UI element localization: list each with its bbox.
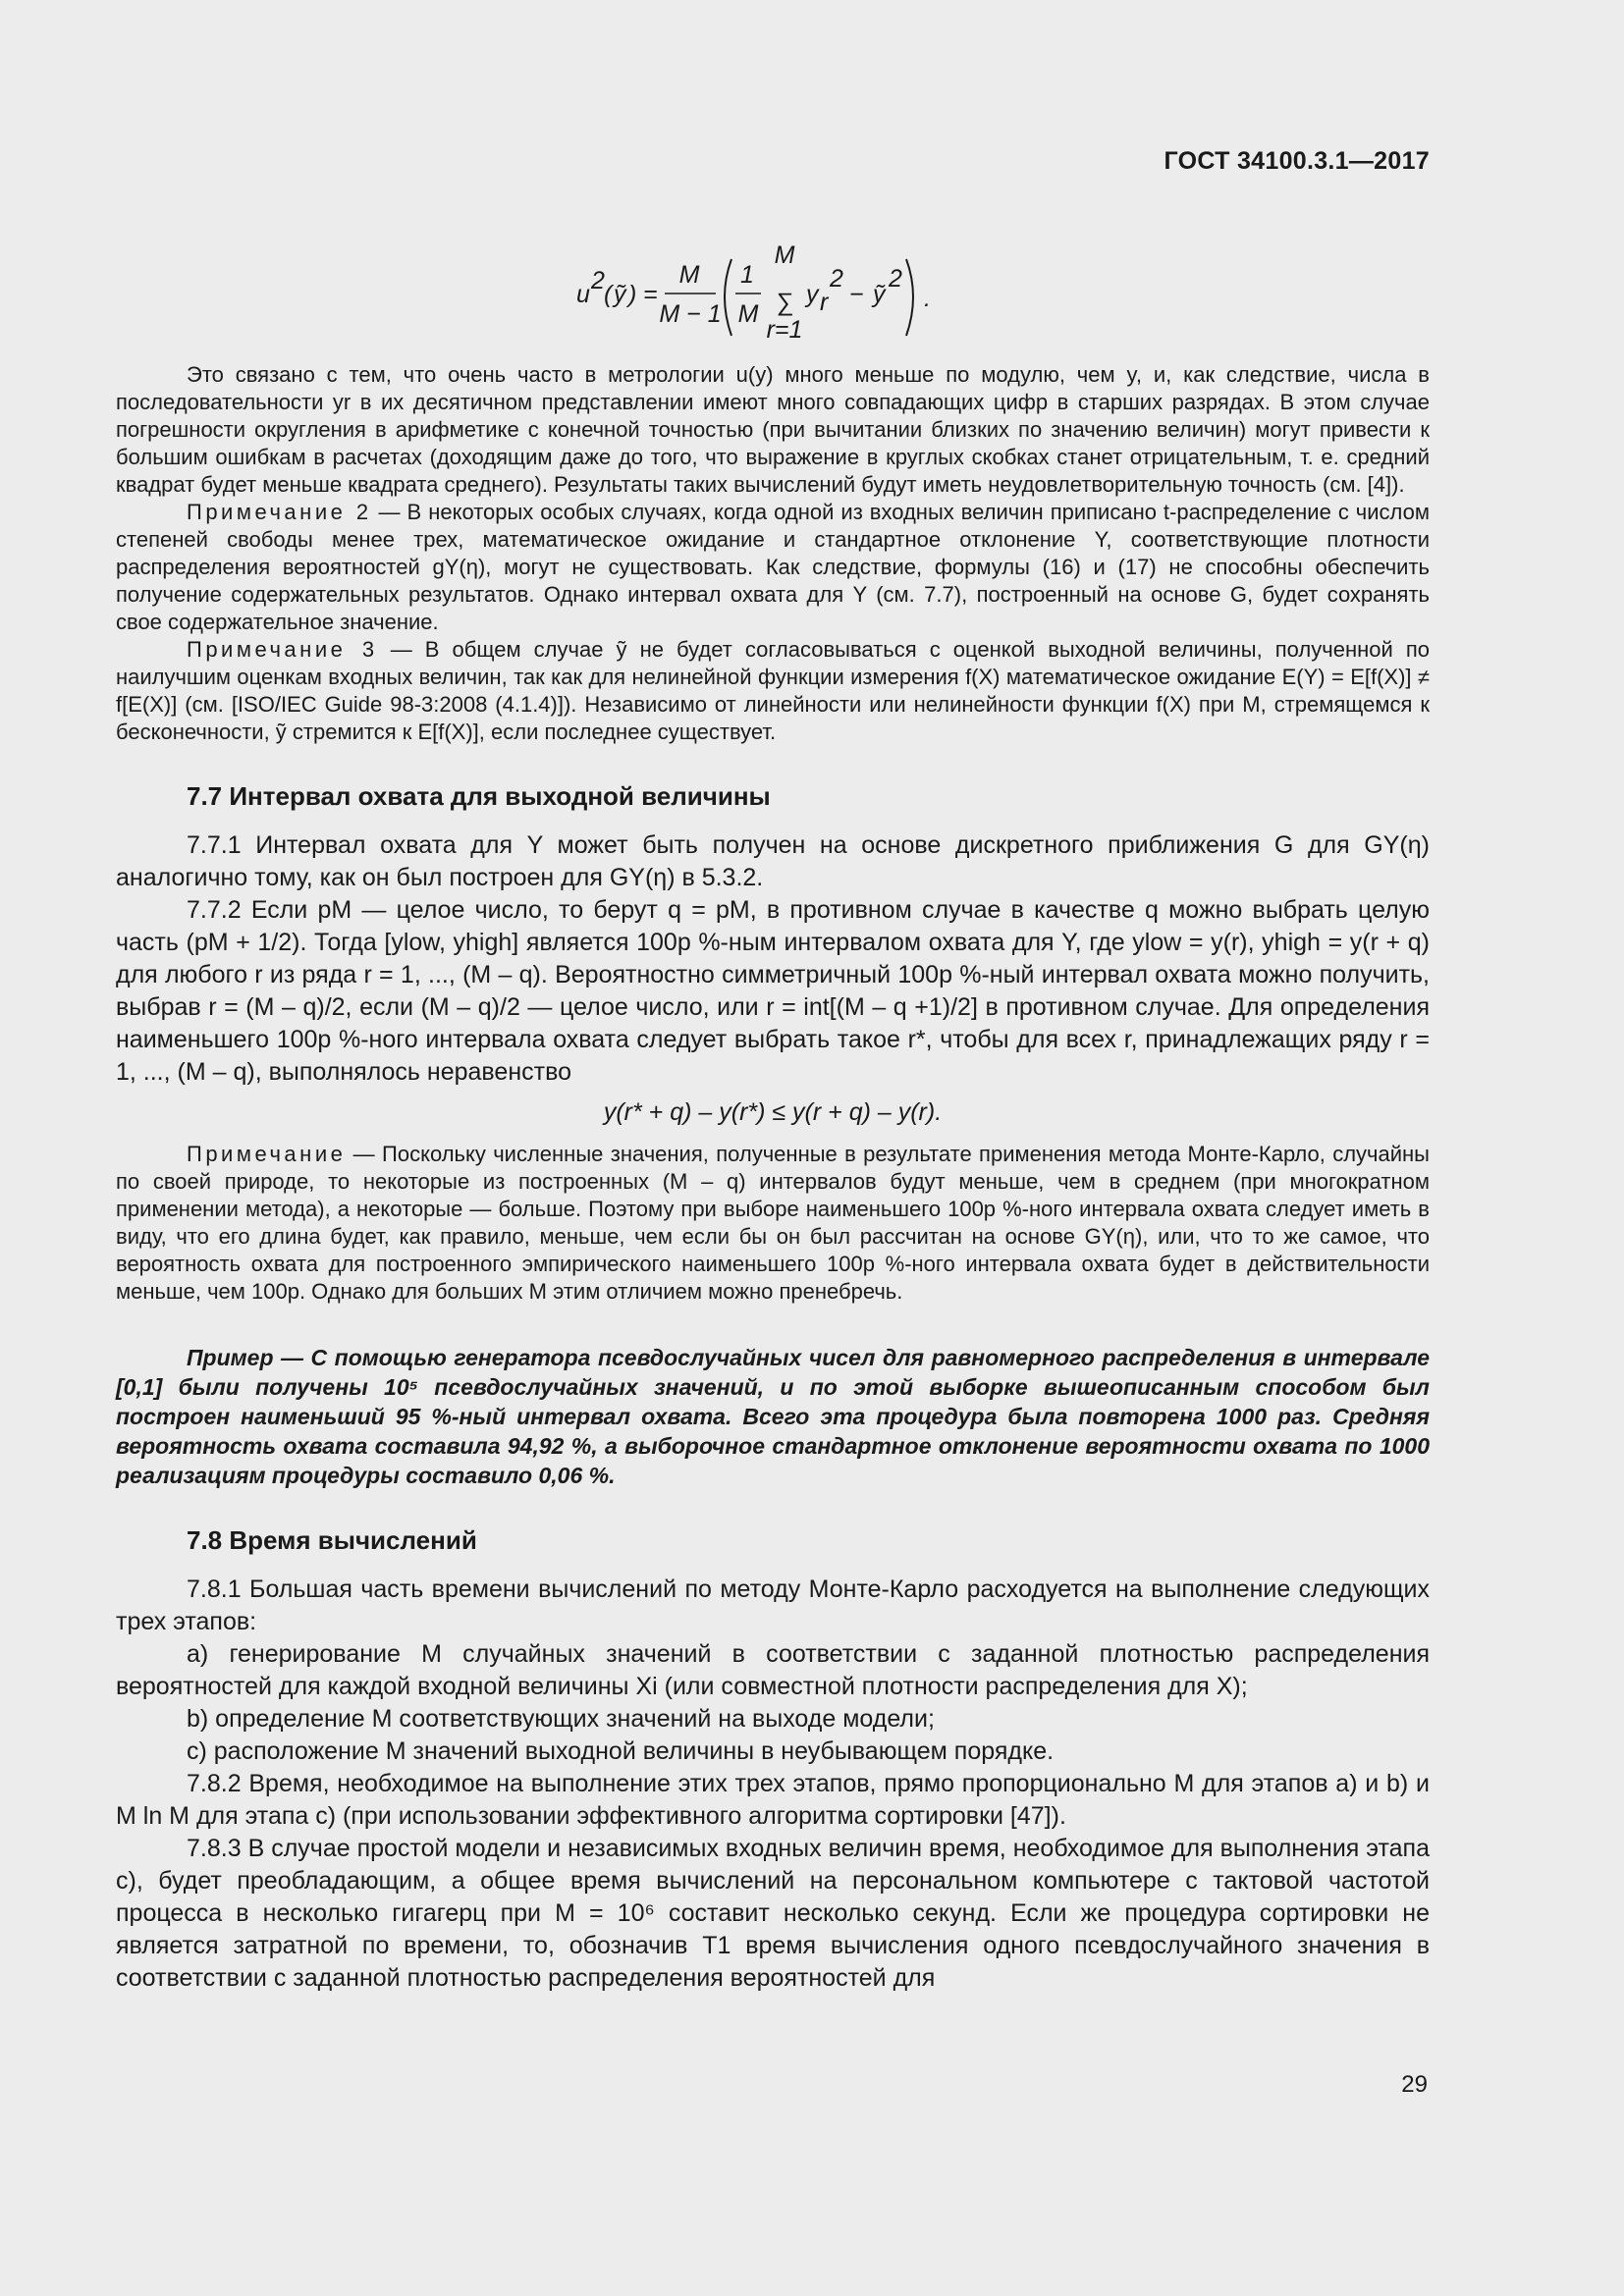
formula-eq: = <box>643 281 658 308</box>
paragraph-7-7-2: 7.7.2 Если pM — целое число, то берут q = pM, в противном случае в качестве q можно выбрать целую часть (pM + 1/2). Тогда [ylow, yhigh] является 100p %-ным интервалом охвата для Y, где ylow = y(r), yhigh = y(r + q) для любого r из ряда r = 1, ..., (M – q). Вероятностно симметричный 100p %-ный интервал охвата можно получить, выбрав r = (M – q)/2, если (M – q)/2 — целое число, или r = int[(M – q +1)/2] в противном случае. Для определения наименьшего 100p %-ного интервала охвата следует выбрать такое r*, чтобы для всех r, принадлежащих ряду r = 1, ..., (M – q), выполнялось неравенство <box>116 896 1430 1086</box>
formula-term-sub: r <box>820 289 829 316</box>
formula-term-y: y <box>806 281 819 308</box>
formula-inner-num: 1 <box>740 261 754 289</box>
formula-sum-top: M <box>774 241 795 269</box>
paragraph-rounding-errors: Это связано с тем, что очень часто в метрологии u(y) много меньше по модулю, чем y, и, как следствие, числа в последовательности yr в их десятичном представлении имеют много совпадающих цифр в старших разрядах. В этом случае погрешности округления в арифметике с конечной точностью (при вычитании близких по значению величин) могут привести к большим ошибкам в расчетах (доходящим даже до того, что выражение в круглых скобках станет отрицательным, т. е. средний квадрат будет меньше квадрата среднего). Результаты таких вычислений будут иметь неудовлетворительную точность (см. [4]). <box>116 362 1430 497</box>
formula-sum-bottom: r=1 <box>766 316 803 344</box>
paragraph-7-8-1: 7.8.1 Большая часть времени вычислений по методу Монте-Карло расходуется на выполнение следующих трех этапов: <box>116 1575 1430 1635</box>
formula-mean-y: ỹ <box>873 281 886 308</box>
formula-mean-sup: 2 <box>889 265 902 293</box>
note-7-7-text: — Поскольку численные значения, полученные в результате применения метода Монте-Карло, случайны по своей природе, то некоторые из построенных (M – q) интервалов будут меньше, чем в среднем (при многократном применении метода), а некоторые — больше. Поэтому при выборе наименьшего 100p %-ного интервала охвата следует иметь в виду, что его длина будет, как правило, меньше, чем если бы он был рассчитан на основе GY(η), или, что то же самое, что вероятность охвата для построенного эмпирического наименьшего 100p %-ного интервала охвата будет в действительности меньше, чем 100p. Однако для больших M этим отличием можно пренебречь. <box>116 1142 1430 1304</box>
formula-end: . <box>924 285 931 312</box>
formula-sum-sign: ∑ <box>776 289 793 316</box>
list-item-b: b) определение M соответствующих значений на выходе модели; <box>187 1705 935 1733</box>
formula-paren-close: ) <box>628 281 637 308</box>
page-content <box>116 228 1430 1995</box>
variance-formula-svg <box>567 241 979 349</box>
formula-arg: ỹ <box>614 281 626 308</box>
note-2 <box>116 499 1430 636</box>
list-item-c: c) расположение M значений выходной величины в неубывающем порядке. <box>187 1737 1055 1765</box>
section-heading-7-8: 7.8 Время вычислений <box>187 1525 477 1555</box>
variance-formula <box>116 241 1430 349</box>
formula-big-paren-left <box>725 259 731 336</box>
note-7-7 <box>116 1141 1430 1306</box>
note-7-7-label: Примечание <box>187 1142 347 1166</box>
note-3 <box>116 636 1430 746</box>
list-item-a: a) генерирование M случайных значений в соответствии с заданной плотностью распределения вероятностей для каждой входной величины Xi (или совместной плотности распределения для X); <box>116 1640 1430 1700</box>
note-3-label: Примечание 3 <box>187 637 378 662</box>
document-header: ГОСТ 34100.3.1—2017 <box>1164 147 1430 175</box>
formula-big-paren-right <box>906 259 913 336</box>
paragraph-7-8-3: 7.8.3 В случае простой модели и независимых входных величин время, необходимое для выполнения этапа c), будет преобладающим, а общее время вычислений на персональном компьютере с тактовой частотой процесса в несколько гигагерц при M = 10⁶ составит несколько секунд. Если же процедура сортировки не является затратной по времени, то, обозначив T1 время вычисления одного псевдослучайного значения в соответствии с заданной плотностью распределения вероятностей для <box>116 1835 1430 1992</box>
formula-paren-open: ( <box>604 281 613 308</box>
note-3-text: — В общем случае ỹ не будет согласовываться с оценкой выходной величины, полученной по наилучшим оценкам входных величин, так как для нелинейной функции измерения f(X) математическое ожидание E(Y) = E[f(X)] ≠ f[E(X)] (см. [ISO/IEC Guide 98-3:2008 (4.1.4)]). Независимо от линейности или нелинейности функции f(X) при M, стремящемся к бесконечности, ỹ стремится к E[f(X)], если последнее существует. <box>116 637 1431 744</box>
section-heading-7-7: 7.7 Интервал охвата для выходной величины <box>187 781 771 811</box>
formula-term-sup: 2 <box>830 265 843 293</box>
note-2-label: Примечание 2 <box>187 500 372 524</box>
formula-lhs: u <box>576 281 590 308</box>
formula-sup: 2 <box>591 267 605 294</box>
inequality-formula: y(r* + q) – y(r*) ≤ y(r + q) – y(r). <box>603 1098 943 1126</box>
paragraph-7-8-2: 7.8.2 Время, необходимое на выполнение этих трех этапов, прямо пропорционально M для этапов a) и b) и M ln M для этапа c) (при использовании эффективного алгоритма сортировки [47]). <box>116 1770 1430 1830</box>
formula-frac-num: M <box>678 261 700 289</box>
formula-inner-den: M <box>737 300 759 328</box>
example-paragraph: Пример — С помощью генератора псевдослучайных чисел для равномерного распределения в интервале [0,1] были получены 10⁵ псевдослучайных значений, и по этой выборке вышеописанным способом был построен наименьший 95 %-ный интервал охвата. Всего эта процедура была повторена 1000 раз. Средняя вероятность охвата составила 94,92 %, а выборочное стандартное отклонение вероятности охвата по 1000 реализациям процедуры составило 0,06 %. <box>116 1345 1430 1488</box>
note-2-text: — В некоторых особых случаях, когда одной из входных величин приписано t-распределение с числом степеней свободы менее трех, математическое ожидание и стандартное отклонение Y, соответствующие плотности распределения вероятностей gY(η), могут не существовать. Как следствие, формулы (16) и (17) не способны обеспечить получение содержательных результатов. Однако интервал охвата для Y (см. 7.7), построенный на основе G, будет сохранять свое содержательное значение. <box>116 500 1430 634</box>
paragraph-7-7-1: 7.7.1 Интервал охвата для Y может быть получен на основе дискретного приближения G для GY(η) аналогично тому, как он был построен для GY(η) в 5.3.2. <box>116 831 1430 891</box>
formula-frac-den: M − 1 <box>659 300 722 328</box>
page-number: 29 <box>1401 2071 1428 2098</box>
formula-minus: − <box>849 281 864 308</box>
